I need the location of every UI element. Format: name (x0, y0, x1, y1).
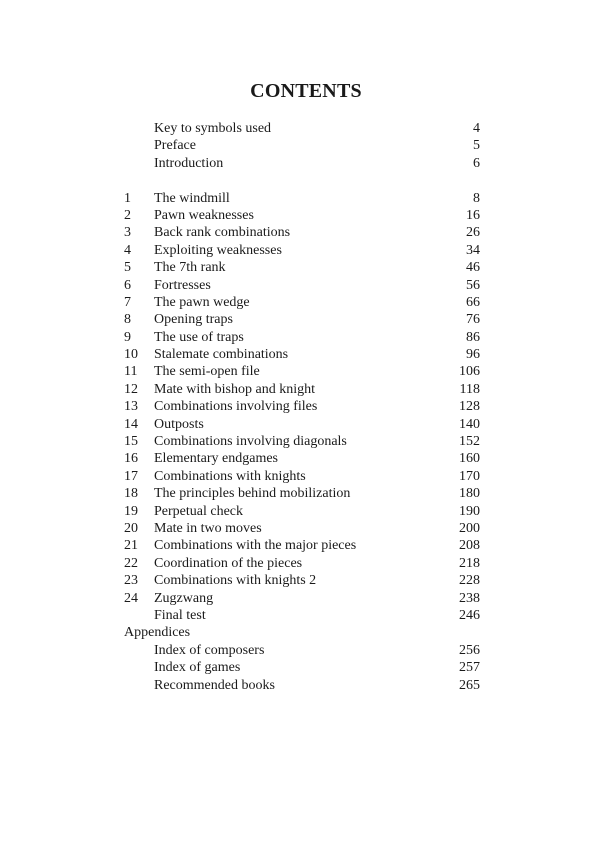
chapter-title: Perpetual check (154, 503, 244, 519)
toc-chapter-entry[interactable] (124, 590, 480, 607)
chapter-number: 6 (124, 277, 131, 293)
chapter-number: 23 (124, 573, 138, 589)
chapter-number: 16 (124, 451, 138, 467)
chapter-number: 4 (124, 242, 131, 258)
chapter-page: 228 (459, 573, 480, 589)
toc-entry-page: 265 (459, 677, 480, 693)
chapter-number: 19 (124, 503, 138, 519)
toc-entry-label: Index of games (154, 660, 241, 676)
chapter-number: 7 (124, 294, 131, 310)
chapter-page: 34 (466, 242, 480, 258)
toc-entry-index-of-composers[interactable] (124, 642, 480, 659)
chapter-title: Fortresses (154, 277, 211, 293)
chapter-page: 190 (459, 503, 480, 519)
toc-chapter-entry[interactable] (124, 207, 480, 224)
chapter-title: Combinations involving diagonals (154, 434, 347, 450)
chapter-page: 208 (459, 538, 480, 554)
toc-chapter-entry[interactable] (124, 259, 480, 276)
table-of-contents (124, 120, 480, 694)
toc-entry-label: Key to symbols used (154, 121, 272, 136)
chapter-title: Combinations with knights (154, 468, 306, 484)
toc-chapter-entry[interactable] (124, 363, 480, 380)
chapter-title: Combinations involving files (154, 399, 318, 415)
chapter-number: 21 (124, 538, 138, 554)
chapter-title: Opening traps (154, 312, 233, 328)
toc-chapter-entry[interactable] (124, 520, 480, 537)
chapter-number: 11 (124, 364, 138, 380)
chapter-number: 9 (124, 329, 131, 345)
chapter-title: The principles behind mobilization (154, 486, 351, 502)
toc-chapter-entry[interactable] (124, 485, 480, 502)
toc-chapter-entry[interactable] (124, 555, 480, 572)
chapter-page: 170 (459, 468, 480, 484)
chapter-number: 13 (124, 399, 138, 415)
chapter-page: 96 (466, 347, 480, 363)
chapter-number: 14 (124, 416, 138, 432)
toc-entry-final-test[interactable] (124, 607, 480, 624)
toc-chapter-entry[interactable] (124, 450, 480, 467)
toc-chapter-entry[interactable] (124, 329, 480, 346)
toc-entry-label: Index of composers (154, 642, 265, 658)
chapter-number: 3 (124, 225, 131, 241)
chapter-number: 2 (124, 207, 131, 223)
chapter-page: 26 (466, 225, 480, 241)
chapter-page: 200 (459, 520, 480, 536)
toc-entry-label: Introduction (154, 155, 224, 171)
chapter-title: Back rank combinations (154, 225, 291, 241)
toc-entry-introduction[interactable] (124, 155, 480, 172)
chapter-title: The windmill (154, 190, 230, 206)
toc-chapter-entry[interactable] (124, 416, 480, 433)
chapter-number: 1 (124, 190, 131, 206)
toc-chapter-entry[interactable] (124, 277, 480, 294)
chapter-page: 16 (466, 207, 480, 223)
chapter-title: Combinations with knights 2 (154, 573, 317, 589)
toc-chapter-entry[interactable] (124, 346, 480, 363)
chapter-title: Elementary endgames (154, 451, 279, 467)
toc-chapter-entry[interactable] (124, 433, 480, 450)
toc-entry-page: 6 (473, 155, 480, 171)
chapter-title: Combinations with the major pieces (154, 538, 357, 554)
toc-chapter-entry[interactable] (124, 294, 480, 311)
toc-chapter-entry[interactable] (124, 311, 480, 328)
toc-entry-page: 256 (459, 642, 480, 658)
chapter-title: The 7th rank (154, 260, 226, 276)
chapter-number: 10 (124, 347, 138, 363)
toc-entry-label: Recommended books (154, 677, 275, 693)
chapter-page: 140 (459, 416, 480, 432)
toc-entry-page: 246 (459, 607, 480, 623)
chapter-title: Coordination of the pieces (154, 555, 303, 571)
toc-chapter-entry[interactable] (124, 537, 480, 554)
chapter-page: 8 (473, 190, 480, 206)
chapter-page: 218 (459, 555, 480, 571)
chapter-title: Mate with bishop and knight (154, 381, 315, 397)
toc-chapter-entry[interactable] (124, 242, 480, 259)
chapter-page: 56 (466, 277, 480, 293)
chapter-number: 17 (124, 468, 138, 484)
toc-entry-label: Final test (154, 607, 206, 623)
toc-chapter-entry[interactable] (124, 468, 480, 485)
toc-chapter-entry[interactable] (124, 572, 480, 589)
toc-entry-page: 4 (473, 121, 480, 136)
toc-entry-key-to-symbols[interactable] (124, 120, 480, 137)
spacer (124, 172, 480, 189)
chapter-number: 15 (124, 434, 138, 450)
toc-entry-index-of-games[interactable] (124, 659, 480, 676)
toc-chapter-entry[interactable] (124, 503, 480, 520)
appendices-heading: Appendices (124, 625, 191, 641)
chapter-number: 20 (124, 520, 138, 536)
chapter-title: Mate in two moves (154, 520, 262, 536)
toc-chapter-entry[interactable] (124, 381, 480, 398)
appendices-heading-row (124, 624, 480, 641)
toc-chapter-entry[interactable] (124, 224, 480, 241)
toc-entry-preface[interactable] (124, 137, 480, 154)
chapter-title: The pawn wedge (154, 294, 250, 310)
toc-entry-page: 5 (473, 138, 480, 154)
chapter-page: 152 (459, 434, 480, 450)
chapter-page: 76 (466, 312, 480, 328)
page-title: CONTENTS (250, 80, 362, 102)
chapter-page: 160 (459, 451, 480, 467)
chapter-page: 128 (459, 399, 480, 415)
chapter-page: 118 (459, 381, 480, 397)
toc-chapter-entry[interactable] (124, 190, 480, 207)
chapter-number: 5 (124, 260, 131, 276)
chapter-page: 238 (459, 590, 480, 606)
chapter-page: 86 (466, 329, 480, 345)
toc-chapter-entry[interactable] (124, 398, 480, 415)
toc-entry-page: 257 (459, 660, 480, 676)
chapter-page: 46 (466, 260, 480, 276)
chapter-number: 24 (124, 590, 138, 606)
chapter-title: Zugzwang (154, 590, 214, 606)
chapter-number: 12 (124, 381, 138, 397)
chapter-page: 106 (459, 364, 480, 380)
chapter-title: Stalemate combinations (154, 347, 289, 363)
chapter-title: Outposts (154, 416, 204, 432)
toc-entry-recommended-books[interactable] (124, 677, 480, 694)
chapter-number: 18 (124, 486, 138, 502)
chapter-page: 66 (466, 294, 480, 310)
chapter-title: Pawn weaknesses (154, 207, 254, 223)
chapter-title: Exploiting weaknesses (154, 242, 282, 258)
chapter-number: 8 (124, 312, 131, 328)
chapter-number: 22 (124, 555, 138, 571)
toc-entry-label: Preface (154, 138, 196, 154)
chapter-title: The semi-open file (154, 364, 260, 380)
chapter-page: 180 (459, 486, 480, 502)
chapter-title: The use of traps (154, 329, 244, 345)
